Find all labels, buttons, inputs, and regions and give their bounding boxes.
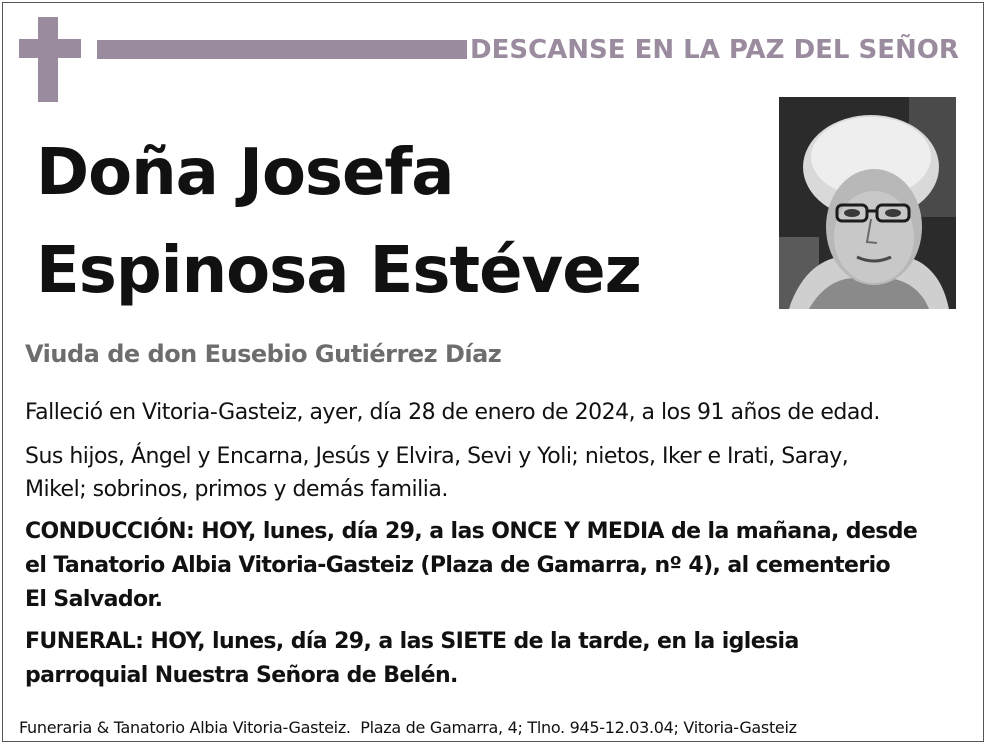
funeral-line-1: FUNERAL: HOY, lunes, día 29, a las SIETE de la tarde, en la iglesia — [25, 629, 799, 654]
deceased-name-line2: Espinosa Estévez — [36, 234, 641, 308]
family-line-1: Sus hijos, Ángel y Encarna, Jesús y Elvira, Sevi y Yoli; nietos, Iker e Irati, Saray, — [25, 444, 849, 469]
rip-heading: DESCANSE EN LA PAZ DEL SEÑOR — [470, 35, 959, 65]
funeral-line-2: parroquial Nuestra Señora de Belén. — [25, 663, 458, 688]
header-rule — [97, 40, 467, 59]
death-announcement: Falleció en Vitoria-Gasteiz, ayer, día 28 de enero de 2024, a los 91 años de edad. — [25, 400, 880, 425]
family-line-2: Mikel; sobrinos, primos y demás familia. — [25, 477, 448, 502]
portrait-photo — [779, 97, 956, 309]
funeral-home-footer: Funeraria & Tanatorio Albia Vitoria-Gasteiz. Plaza de Gamarra, 4; Tlno. 945-12.03.04; Vitoria-Gasteiz — [19, 718, 797, 737]
conduccion-line-2: el Tanatorio Albia Vitoria-Gasteiz (Plaza de Gamarra, nº 4), al cementerio — [25, 553, 891, 578]
conduccion-line-3: El Salvador. — [25, 587, 163, 612]
widow-of-line: Viuda de don Eusebio Gutiérrez Díaz — [25, 340, 502, 368]
deceased-name-line1: Doña Josefa — [36, 136, 454, 210]
conduccion-line-1: CONDUCCIÓN: HOY, lunes, día 29, a las ONCE Y MEDIA de la mañana, desde — [25, 519, 918, 544]
cross-icon — [19, 17, 81, 102]
